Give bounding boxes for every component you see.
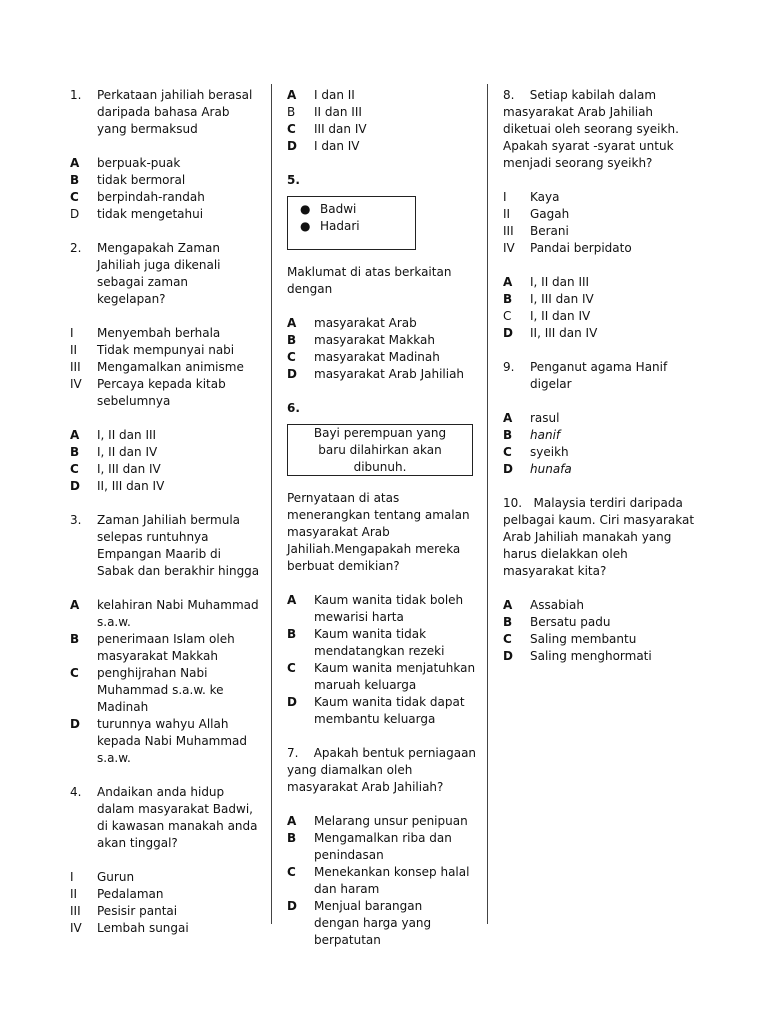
column-divider-right: [487, 84, 488, 924]
option-d: D I dan IV: [287, 139, 360, 153]
option-b: B I, III dan IV: [503, 292, 594, 306]
option-d: D II, III dan IV: [70, 479, 165, 493]
statement-iii: III Mengamalkan animisme: [70, 360, 244, 374]
question-number: 9.: [503, 360, 515, 374]
question-number: 3.: [70, 513, 82, 527]
option-a: A berpuak-puak: [70, 156, 181, 170]
option-b: B masyarakat Makkah: [287, 333, 436, 347]
bullet-icon: ●: [300, 202, 311, 216]
option-c: C I, II dan IV: [503, 309, 591, 323]
bullet-icon: ●: [300, 219, 311, 233]
statement-iii: III Pesisir pantai: [70, 904, 178, 918]
option-a: A Kaum wanita tidak boleh mewarisi harta: [287, 593, 464, 624]
question-number: 7.: [287, 746, 299, 760]
question-text: Maklumat di atas berkaitan dengan: [287, 265, 452, 296]
option-c: C penghijrahan Nabi Muhammad s.a.w. ke Madinah: [70, 666, 224, 714]
question-number: 4.: [70, 785, 82, 799]
option-c: C berpindah-randah: [70, 190, 205, 204]
question-text: Perkataan jahiliah berasal daripada bahasa Arab yang bermaksud: [97, 88, 253, 136]
option-d: D Menjual barangan dengan harga yang berpatutan: [287, 899, 435, 947]
question-text: Malaysia terdiri daripada pelbagai kaum. Ciri masyarakat Arab Jahiliah manakah yang harus dielakkan oleh masyarakat kita?: [503, 496, 695, 578]
question-5-number: 5.: [287, 173, 300, 187]
option-d: D Kaum wanita tidak dapat membantu keluarga: [287, 695, 465, 726]
question-text: Apakah bentuk perniagaan yang diamalkan oleh masyarakat Arab Jahiliah?: [287, 746, 477, 794]
option-a: A I, II dan III: [503, 275, 590, 289]
statement-ii: II Pedalaman: [70, 887, 164, 901]
column-3: [503, 87, 695, 665]
option-a: A rasul: [503, 411, 560, 425]
question-10: [503, 495, 695, 580]
question-number: 1.: [70, 88, 82, 102]
statement-ii: II Tidak mempunyai nabi: [70, 343, 235, 357]
statement-i: I Kaya: [503, 190, 560, 204]
option-d: D hunafa: [503, 462, 572, 476]
question-7: [287, 745, 477, 796]
option-d: D turunnya wahyu Allah kepada Nabi Muhammad s.a.w.: [70, 717, 248, 765]
option-a: A kelahiran Nabi Muhammad s.a.w.: [70, 598, 259, 629]
question-number: 10.: [503, 496, 523, 510]
option-a: A Melarang unsur penipuan: [287, 814, 468, 828]
option-c: C III dan IV: [287, 122, 367, 136]
option-c: C I, III dan IV: [70, 462, 161, 476]
option-a: A I dan II: [287, 88, 355, 102]
option-b: B penerimaan Islam oleh masyarakat Makkah: [70, 632, 235, 663]
question-text: Andaikan anda hidup dalam masyarakat Badwi, di kawasan manakah anda akan tinggal?: [97, 785, 258, 850]
option-c: C Menekankan konsep halal dan haram: [287, 865, 470, 896]
column-1: [70, 87, 260, 937]
question-text: Pernyataan di atas menerangkan tentang amalan masyarakat Arab Jahiliah.Mengapakah mereka berbuat demikian?: [287, 491, 470, 573]
question-text: Penganut agama Hanif digelar: [530, 360, 668, 391]
option-b: B Kaum wanita tidak mendatangkan rezeki: [287, 627, 445, 658]
question-2: [70, 240, 260, 308]
option-c: C Saling membantu: [503, 632, 637, 646]
option-b: B Mengamalkan riba dan penindasan: [287, 831, 452, 862]
statement-ii: II Gagah: [503, 207, 570, 221]
column-2: [287, 87, 477, 949]
question-text: Zaman Jahiliah bermula selepas runtuhnya Empangan Maarib di Sabak dan berakhir hingga: [97, 513, 260, 578]
question-3: [70, 512, 260, 580]
option-c: C syeikh: [503, 445, 569, 459]
statement-i: I Menyembah berhala: [70, 326, 221, 340]
question-8: [503, 87, 695, 172]
option-a: A masyarakat Arab: [287, 316, 417, 330]
statement-iv: IV Pandai berpidato: [503, 241, 632, 255]
question-1: [70, 87, 260, 138]
option-b: B Bersatu padu: [503, 615, 611, 629]
statement-iv: IV Percaya kepada kitab sebelumnya: [70, 377, 226, 408]
option-c: C Kaum wanita menjatuhkan maruah keluarga: [287, 661, 476, 692]
option-a: A Assabiah: [503, 598, 584, 612]
option-b: B II dan III: [287, 105, 362, 119]
option-d: D Saling menghormati: [503, 649, 652, 663]
option-b: B hanif: [503, 428, 561, 442]
option-c: C masyarakat Madinah: [287, 350, 440, 364]
info-box: [287, 196, 416, 250]
option-b: B tidak bermoral: [70, 173, 186, 187]
option-d: D masyarakat Arab Jahiliah: [287, 367, 465, 381]
question-4: [70, 784, 260, 852]
option-b: B I, II dan IV: [70, 445, 158, 459]
option-a: A I, II dan III: [70, 428, 157, 442]
bullet-item: ● Hadari: [300, 219, 360, 233]
bullet-item: ● Badwi: [300, 202, 357, 216]
column-divider-left: [271, 84, 272, 924]
info-box: [287, 424, 473, 476]
statement-i: I Gurun: [70, 870, 135, 884]
question-9: [503, 359, 695, 393]
statement-iii: III Berani: [503, 224, 569, 238]
question-number: 2.: [70, 241, 82, 255]
question-text: Setiap kabilah dalam masyarakat Arab Jahiliah diketuai oleh seorang syeikh. Apakah syarat -syarat untuk menjadi seorang syeikh?: [503, 88, 679, 170]
question-text: Mengapakah Zaman Jahiliah juga dikenali sebagai zaman kegelapan?: [97, 241, 221, 306]
statement-iv: IV Lembah sungai: [70, 921, 189, 935]
question-number: 8.: [503, 88, 515, 102]
box-text: Bayi perempuan yang baru dilahirkan akan dibunuh.: [313, 425, 447, 474]
option-d: D tidak mengetahui: [70, 207, 204, 221]
question-6-number: 6.: [287, 401, 300, 415]
option-d: D II, III dan IV: [503, 326, 598, 340]
